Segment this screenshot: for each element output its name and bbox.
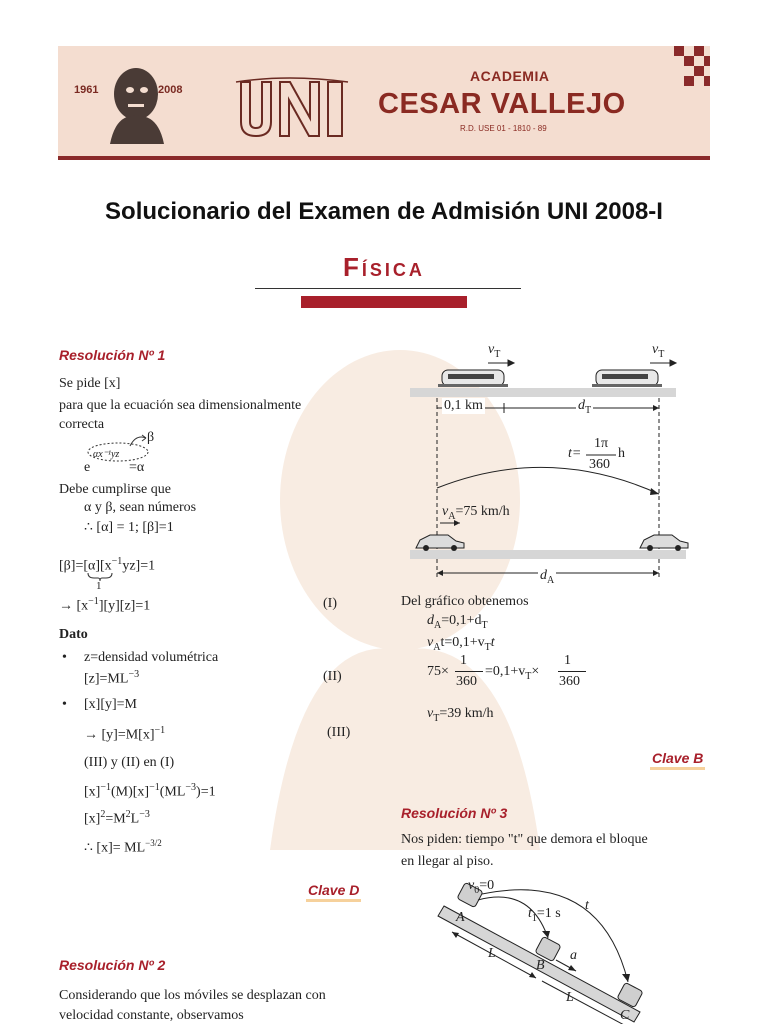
t-label: t= <box>568 446 582 461</box>
r2-frac2-num: 1 <box>564 653 571 668</box>
r1-b2-eq: → $[y]=M[x]^{-1}$ <box>84 725 166 743</box>
accel-label: a <box>570 948 577 963</box>
r2-from-graph: Del gráfico obtenemos <box>401 594 529 609</box>
bullet-2-icon: • <box>62 697 67 712</box>
tag-I: (I) <box>323 596 337 611</box>
year-end: 2008 <box>158 84 183 96</box>
L1-label: L <box>488 946 496 961</box>
r1-line1: Se pide [x] <box>59 376 121 391</box>
v0-label: $v_0=0$ <box>468 878 495 896</box>
vT-right-label: $v_T$ <box>652 342 665 360</box>
r2-frac1-num: 1 <box>460 653 467 668</box>
r3-incline-diagram <box>430 876 656 1024</box>
r1-cond-1: α y β, sean números <box>84 500 197 515</box>
exam-title: Solucionario del Examen de Admisión UNI 2008-I <box>105 198 663 225</box>
dist-label: 0,1 km <box>444 398 483 413</box>
academy-name: CESAR VALLEJO <box>378 88 626 120</box>
r1-cond-intro: Debe cumplirse que <box>59 482 171 497</box>
t-total-label: t <box>585 898 589 913</box>
r1-b1-eq: $[z]=ML^{-3}$ <box>84 669 140 687</box>
subject-bar <box>301 296 467 308</box>
vA-label: $v_A=75$ km/h <box>442 504 510 522</box>
vT-left-label: $v_T$ <box>488 342 501 360</box>
point-A-label: A <box>456 910 465 925</box>
t-den: 360 <box>589 457 610 472</box>
r1-line2: para que la ecuación sea dimensionalmente <box>59 398 302 413</box>
subject-title: Física <box>343 252 425 282</box>
r2-frac2-den: 360 <box>559 674 580 689</box>
top-road <box>410 388 676 397</box>
r2-eq1: $d_A=0,1+d_T$ <box>427 613 488 631</box>
r1-sub-intro: (III) y (II) en (I) <box>84 755 175 770</box>
t1-label: $t_1=1$ s <box>528 906 561 924</box>
resolution-2-title: Resolución Nº 2 <box>59 957 166 973</box>
r2-motion-diagram <box>400 340 710 590</box>
svg-text:αx⁻¹yz: αx⁻¹yz <box>93 449 120 460</box>
point-C-label: C <box>620 1008 630 1023</box>
r1-b2: [x][y]=M <box>84 697 137 712</box>
r1-sub-eq1: $[x]^{-1}(M)[x]^{-1}(ML^{-3})=1$ <box>84 782 216 800</box>
tag-II: (II) <box>323 669 342 684</box>
checker-corner-icon <box>674 46 710 86</box>
car-left-icon <box>416 535 464 551</box>
r2-line1: Considerando que los móviles se desplazan con <box>59 988 326 1003</box>
dT-label: $d_T$ <box>578 398 592 416</box>
r2-eq3-mid: $=0,1+v_T\times$ <box>485 664 540 682</box>
bullet-1-icon: • <box>62 650 67 665</box>
car-right-icon <box>640 535 688 551</box>
r2-line2: velocidad constante, observamos <box>59 1008 244 1023</box>
r1-beta-eq: $[\beta]=[\alpha][x^{-1}yz]=1$ <box>59 556 156 574</box>
resolution-3-title: Resolución Nº 3 <box>401 805 508 821</box>
train-left-icon <box>438 370 508 387</box>
under-one: 1 <box>96 580 102 592</box>
r1-eq-I: → $[x^{-1}][y][z]=1$ <box>59 596 151 614</box>
r1-line3: correcta <box>59 417 105 432</box>
r2-frac2-line <box>558 671 586 672</box>
r2-frac1-den: 360 <box>456 674 477 689</box>
bottom-road <box>410 550 686 559</box>
resolution-1-title: Resolución Nº 1 <box>59 347 166 363</box>
subject-underline <box>255 288 521 289</box>
L2-label: L <box>566 990 574 1005</box>
registration-number: R.D. USE 01 - 1810 - 89 <box>460 124 547 133</box>
r2-eq4: $v_T=39$ km/h <box>427 706 494 724</box>
r2-clave: Clave B <box>650 750 705 770</box>
dA-label: $d_A$ <box>540 568 555 586</box>
beta-symbol: β <box>147 430 155 445</box>
tag-III: (III) <box>327 725 351 740</box>
r2-frac1-line <box>455 671 483 672</box>
exp-base: e <box>84 460 91 475</box>
exp-equals: =α <box>129 460 145 475</box>
uni-logo-icon <box>236 78 348 136</box>
t-num: 1π <box>594 436 609 451</box>
r1-sub-eq2: $[x]^2=M^2L^{-3}$ <box>84 809 150 827</box>
year-start: 1961 <box>74 84 99 96</box>
r1-clave: Clave D <box>306 882 361 902</box>
r1-cond-2: ∴ [α] = 1; [β]=1 <box>84 520 174 535</box>
r2-eq3: 75× <box>427 664 449 679</box>
point-B-label: B <box>536 958 545 973</box>
academia-label: ACADEMIA <box>470 68 550 84</box>
r1-b1: z=densidad volumétrica <box>84 650 219 665</box>
t-unit: h <box>618 446 625 461</box>
r2-eq2: $v_At=0,1+v_Tt$ <box>427 635 495 653</box>
r1-sub-eq3: ∴ $[x]= ML^{-3/2}$ <box>84 838 162 856</box>
train-right-icon <box>592 370 662 387</box>
r3-line2: en llegar al piso. <box>401 854 494 869</box>
dato-label: Dato <box>59 627 88 642</box>
r3-line1: Nos piden: tiempo "t" que demora el bloque <box>401 832 648 847</box>
